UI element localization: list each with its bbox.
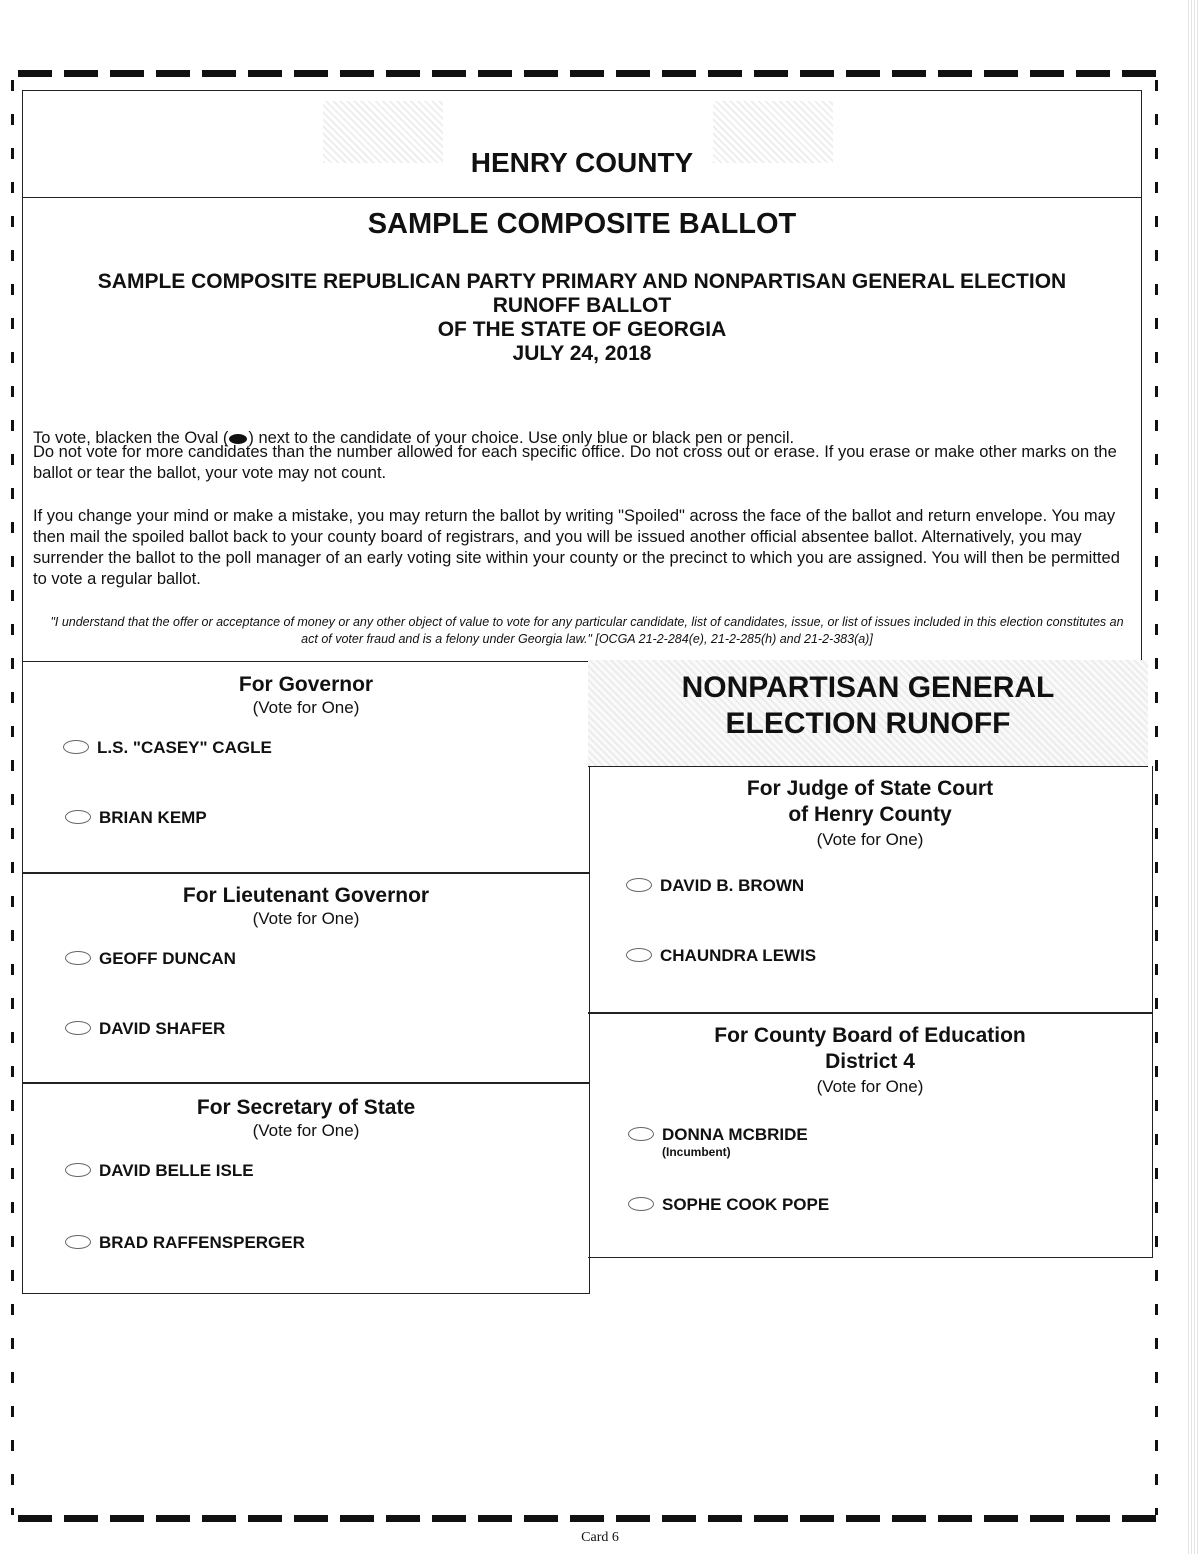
candidate-name: GEOFF DUNCAN xyxy=(99,949,236,968)
vote-instruction-suffix: ) next to the candidate of your choice. Use only blue or black pen or pencil. xyxy=(248,429,795,447)
county-header-box xyxy=(22,90,1142,198)
race-governor xyxy=(22,662,590,874)
section-title xyxy=(588,670,1148,742)
race-secretary-of-state xyxy=(22,1082,590,1294)
candidate-option[interactable] xyxy=(65,1019,225,1039)
top-dashed-border xyxy=(18,70,1158,77)
race-board-of-education xyxy=(588,1012,1153,1258)
election-date: JULY 24, 2018 xyxy=(512,342,652,365)
limit-instruction: Do not vote for more candidates than the number allowed for each specific office. Do not cross out or erase. If you erase or make other marks on the ballot or tear the ballot, your vote may not count. xyxy=(33,443,1117,482)
ballot-header xyxy=(22,198,1142,662)
vote-for-label: (Vote for One) xyxy=(816,830,924,849)
candidate-option[interactable] xyxy=(65,949,236,969)
race-title-line: For Judge of State Court xyxy=(746,777,994,800)
candidate-name: CHAUNDRA LEWIS xyxy=(660,946,817,965)
candidate-name: DAVID SHAFER xyxy=(99,1019,226,1038)
race-title xyxy=(588,1023,1152,1075)
election-line: RUNOFF BALLOT xyxy=(492,294,672,317)
race-title: For Lieutenant Governor xyxy=(182,884,430,907)
section-title-line: NONPARTISAN GENERAL xyxy=(681,671,1055,704)
race-title-line: of Henry County xyxy=(788,803,952,826)
vote-for-label: (Vote for One) xyxy=(252,909,360,928)
election-description xyxy=(23,270,1141,366)
ballot-oval-icon[interactable] xyxy=(65,810,91,824)
election-line: OF THE STATE OF GEORGIA xyxy=(437,318,727,341)
vote-for-label: (Vote for One) xyxy=(816,1077,924,1096)
race-lieutenant-governor xyxy=(22,872,590,1084)
bottom-dashed-border xyxy=(18,1515,1158,1522)
candidate-name: L.S. "CASEY" CAGLE xyxy=(97,738,272,757)
candidate-option[interactable] xyxy=(65,808,207,828)
scan-edge xyxy=(1188,0,1200,1554)
ballot-oval-icon[interactable] xyxy=(65,951,91,965)
candidate-name: DAVID BELLE ISLE xyxy=(99,1161,254,1180)
ballot-oval-icon[interactable] xyxy=(626,948,652,962)
candidate-option[interactable] xyxy=(628,1125,808,1159)
candidate-option[interactable] xyxy=(63,738,272,758)
candidate-name: DONNA MCBRIDE xyxy=(662,1125,808,1144)
candidate-option[interactable] xyxy=(65,1233,305,1253)
race-title-line: For County Board of Education xyxy=(714,1024,1026,1047)
vote-for-label: (Vote for One) xyxy=(252,1121,360,1140)
ballot-oval-icon[interactable] xyxy=(65,1163,91,1177)
race-title-line: District 4 xyxy=(825,1050,915,1073)
candidate-name: DAVID B. BROWN xyxy=(660,876,805,895)
ballot-oval-icon[interactable] xyxy=(626,878,652,892)
section-title-line: ELECTION RUNOFF xyxy=(725,707,1011,740)
vote-for-label: (Vote for One) xyxy=(252,698,360,717)
ballot-oval-icon[interactable] xyxy=(628,1197,654,1211)
vote-instruction-prefix: To vote, blacken the Oval ( xyxy=(33,429,229,447)
left-dashed-border xyxy=(11,80,14,1515)
ballot-oval-icon[interactable] xyxy=(63,740,89,754)
candidate-option[interactable] xyxy=(626,876,804,896)
voter-fraud-notice: "I understand that the offer or acceptance of money or any other object of value to vote for any particular candidate, list of candidates, issue, or list of issues included in this election constitutes an act of voter fraud and is a felony under Georgia law." [OCGA 21-2-284(e), 21-2-285(h) and 21-2-383(a)] xyxy=(50,615,1124,646)
incumbent-label: (Incumbent) xyxy=(662,1145,731,1159)
race-judge-state-court xyxy=(588,766,1153,1014)
spoiled-instruction: If you change your mind or make a mistake, you may return the ballot by writing "Spoiled" across the face of the ballot and return envelope. You may then mail the spoiled ballot back to your county board of registrars, and you will be issued another official absentee ballot. Alternatively, you may surrender the ballot to the poll manager of an early voting site within your county or the precinct to which you are assigned. You will then be permitted to vote a regular ballot. xyxy=(33,507,1120,588)
ballot-oval-icon[interactable] xyxy=(65,1021,91,1035)
candidate-name: BRIAN KEMP xyxy=(99,808,207,827)
ballot-oval-icon[interactable] xyxy=(628,1127,654,1141)
ballot-title: SAMPLE COMPOSITE BALLOT xyxy=(367,208,797,240)
race-title: For Governor xyxy=(238,673,374,696)
candidate-option[interactable] xyxy=(626,946,816,966)
candidate-option[interactable] xyxy=(65,1161,254,1181)
race-title: For Secretary of State xyxy=(196,1096,416,1119)
county-title: HENRY COUNTY xyxy=(470,147,694,178)
right-dashed-border xyxy=(1155,80,1158,1515)
candidate-option[interactable] xyxy=(628,1195,829,1215)
race-title xyxy=(588,776,1152,828)
candidate-text xyxy=(662,1125,808,1159)
card-label: Card 6 xyxy=(581,1530,619,1545)
candidate-name: BRAD RAFFENSPERGER xyxy=(99,1233,305,1252)
ballot-oval-icon[interactable] xyxy=(65,1235,91,1249)
candidate-name: SOPHE COOK POPE xyxy=(662,1195,830,1214)
election-line: SAMPLE COMPOSITE REPUBLICAN PARTY PRIMARY AND NONPARTISAN GENERAL ELECTION xyxy=(97,270,1067,293)
nonpartisan-section-header xyxy=(588,660,1148,767)
